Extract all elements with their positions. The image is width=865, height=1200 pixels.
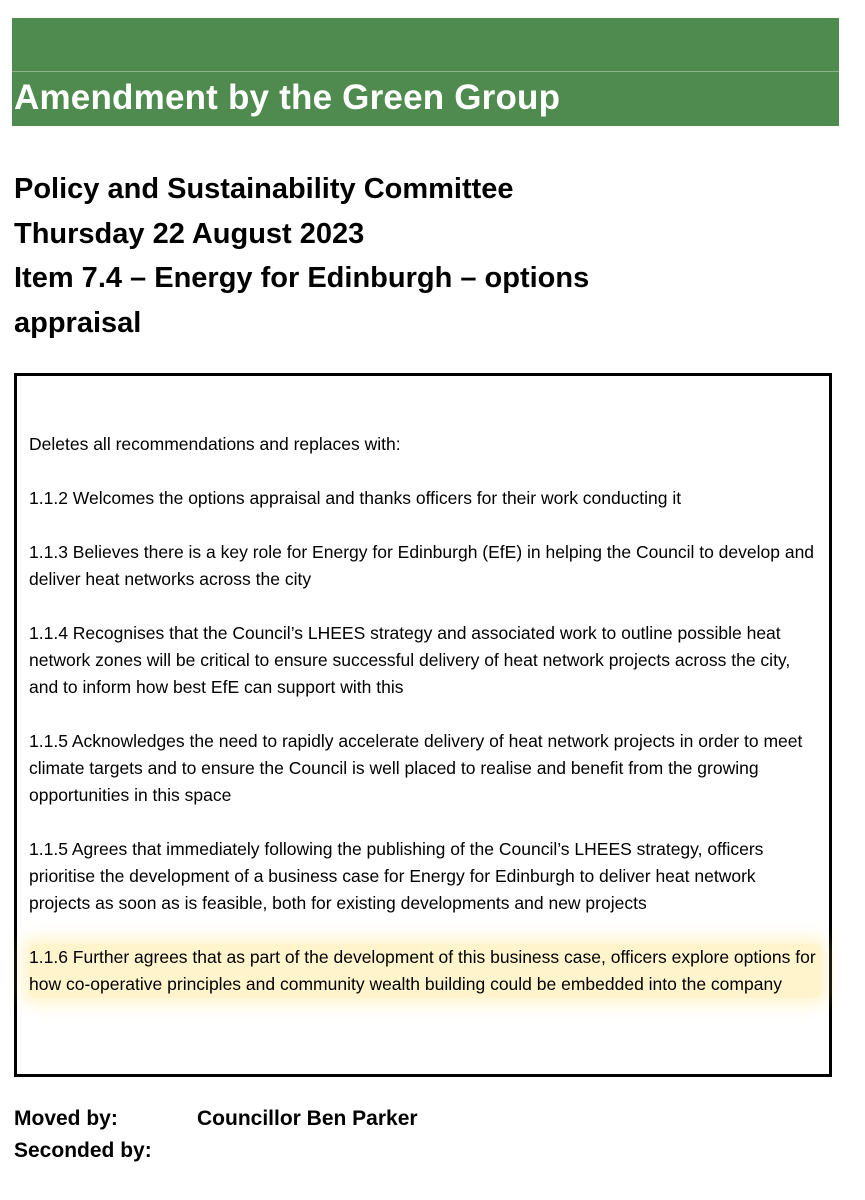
moved-by-label: Moved by: xyxy=(14,1107,118,1130)
amendment-text xyxy=(29,431,821,1025)
signoff-block xyxy=(14,1103,418,1167)
item-title-line-1: Item 7.4 – Energy for Edinburgh – options xyxy=(14,262,590,294)
moved-by-row xyxy=(14,1103,418,1135)
paragraph-1-1-5-agrees: 1.1.5 Agrees that immediately following the publishing of the Council’s LHEES strategy, officers prioritise the development of a business case for Energy for Edinburgh to deliver heat network projects as soon as is feasible, both for existing developments and new projects xyxy=(29,839,764,913)
paragraph-1-1-2: 1.1.2 Welcomes the options appraisal and thanks officers for their work conducting it xyxy=(29,488,682,508)
paragraph-1-1-3: 1.1.3 Believes there is a key role for Energy for Edinburgh (EfE) in helping the Council to develop and deliver heat networks across the city xyxy=(29,542,815,589)
paragraph-1-1-4: 1.1.4 Recognises that the Council’s LHEES strategy and associated work to outline possible heat network zones will be critical to ensure successful delivery of heat network projects across the city, and to inform how best EfE can support with this xyxy=(29,623,791,697)
meeting-date: Thursday 22 August 2023 xyxy=(14,217,365,250)
header-banner xyxy=(12,18,839,126)
seconded-by-row xyxy=(14,1135,418,1167)
committee-name: Policy and Sustainability Committee xyxy=(14,173,514,205)
meeting-heading xyxy=(14,167,814,345)
amendment-intro: Deletes all recommendations and replaces with: xyxy=(29,434,401,454)
paragraph-1-1-5-acknowledges: 1.1.5 Acknowledges the need to rapidly accelerate delivery of heat network projects in order to meet climate targets and to ensure the Council is well placed to realise and benefit from the growing opportunities in this space xyxy=(29,731,803,805)
amendment-title: Amendment by the Green Group xyxy=(14,78,561,117)
item-title-line-2: appraisal xyxy=(14,306,142,339)
amendment-box xyxy=(14,373,832,1077)
seconded-by-label: Seconded by: xyxy=(14,1139,152,1162)
banner-divider xyxy=(12,71,839,72)
paragraph-1-1-6-highlighted: 1.1.6 Further agrees that as part of the development of this business case, officers explore options for how co-operative principles and community wealth building could be embedded into the company xyxy=(29,944,821,998)
moved-by-value: Councillor Ben Parker xyxy=(197,1107,418,1130)
